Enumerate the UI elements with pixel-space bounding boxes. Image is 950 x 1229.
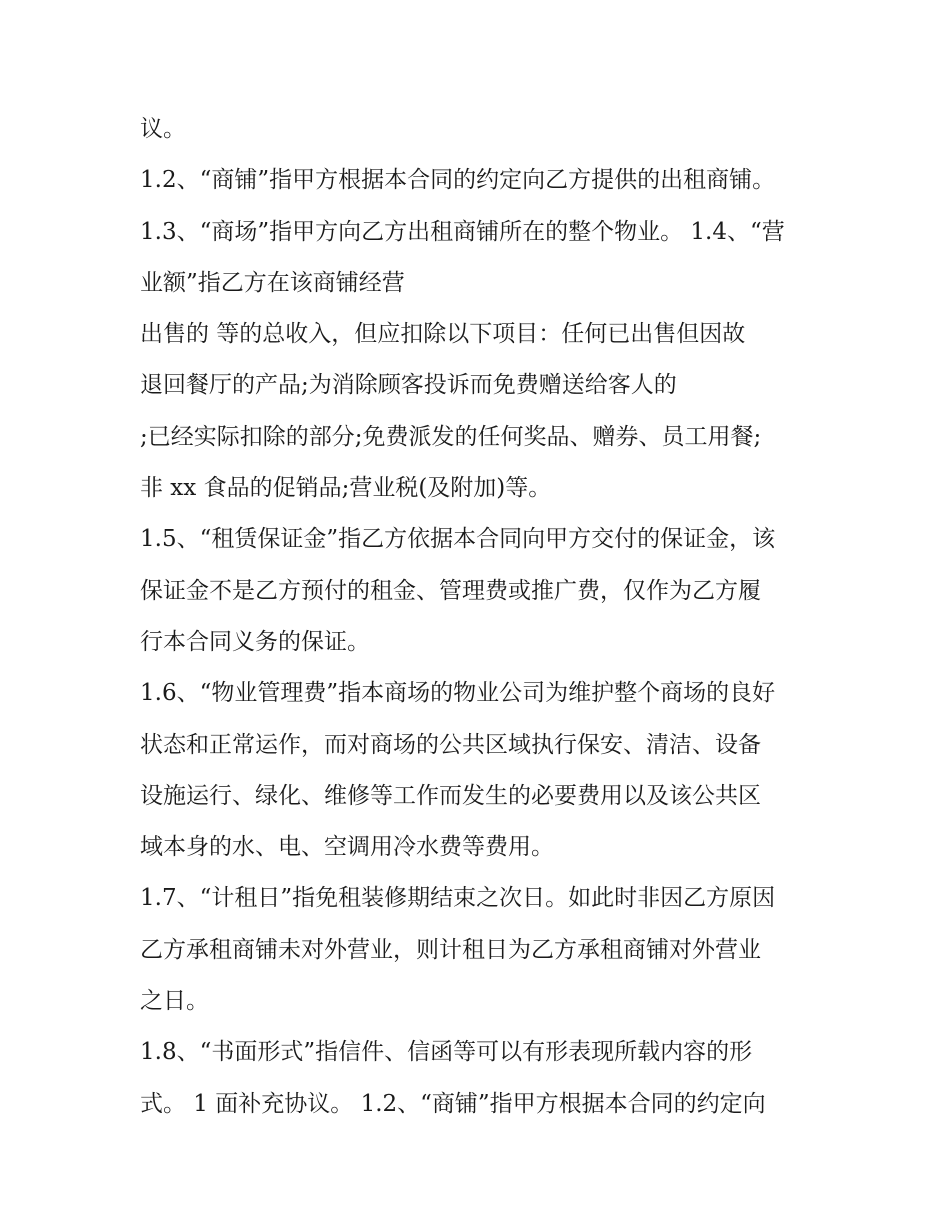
text-line: 1.2、“商铺”指甲方根据本合同的约定向乙方提供的出租商铺。 (140, 167, 776, 194)
text-line: 域本身的水、电、空调用冷水费等费用。 (140, 834, 554, 861)
text-line: 1.5、“租赁保证金”指乙方依据本合同向甲方交付的保证金，该 (140, 526, 776, 553)
text-line: 设施运行、绿化、维修等工作而发生的必要费用以及该公共区 (140, 782, 761, 809)
text-line: 业额”指乙方在该商铺经营 (140, 269, 405, 296)
text-line: 1.3、“商场”指甲方向乙方出租商铺所在的整个物业。 1.4、“营 (140, 218, 785, 245)
text-line: 议。 (140, 116, 186, 142)
text-line: 退回餐厅的产品;为消除顾客投诉而免费赠送给客人的 (140, 372, 677, 399)
text-line: 保证金不是乙方预付的租金、管理费或推广费，仅作为乙方履 (140, 577, 761, 604)
text-line: 1.7、“计租日”指免租装修期结束之次日。如此时非因乙方原因 (140, 885, 776, 912)
text-line: 式。 1 面补充协议。 1.2、“商铺”指甲方根据本合同的约定向 (140, 1090, 766, 1117)
text-line: 1.6、“物业管理费”指本商场的物业公司为维护整个商场的良好 (140, 680, 776, 707)
text-line: ;已经实际扣除的部分;免费派发的任何奖品、赠券、员工用餐; (140, 423, 762, 450)
text-line: 1.8、“书面形式”指信件、信函等可以有形表现所载内容的形 (140, 1039, 753, 1066)
text-line: 状态和正常运作，而对商场的公共区域执行保安、清洁、设备 (140, 731, 761, 758)
text-line: 之日。 (140, 988, 209, 1015)
text-line: 行本合同义务的保证。 (140, 628, 370, 655)
text-line: 非 xx 食品的促销品;营业税(及附加)等。 (140, 475, 552, 502)
text-line: 出售的 等的总收入，但应扣除以下项目：任何已出售但因故 (140, 321, 746, 348)
contract-text (140, 104, 830, 1130)
text-line: 乙方承租商铺未对外营业，则计租日为乙方承租商铺对外营业 (140, 936, 761, 963)
